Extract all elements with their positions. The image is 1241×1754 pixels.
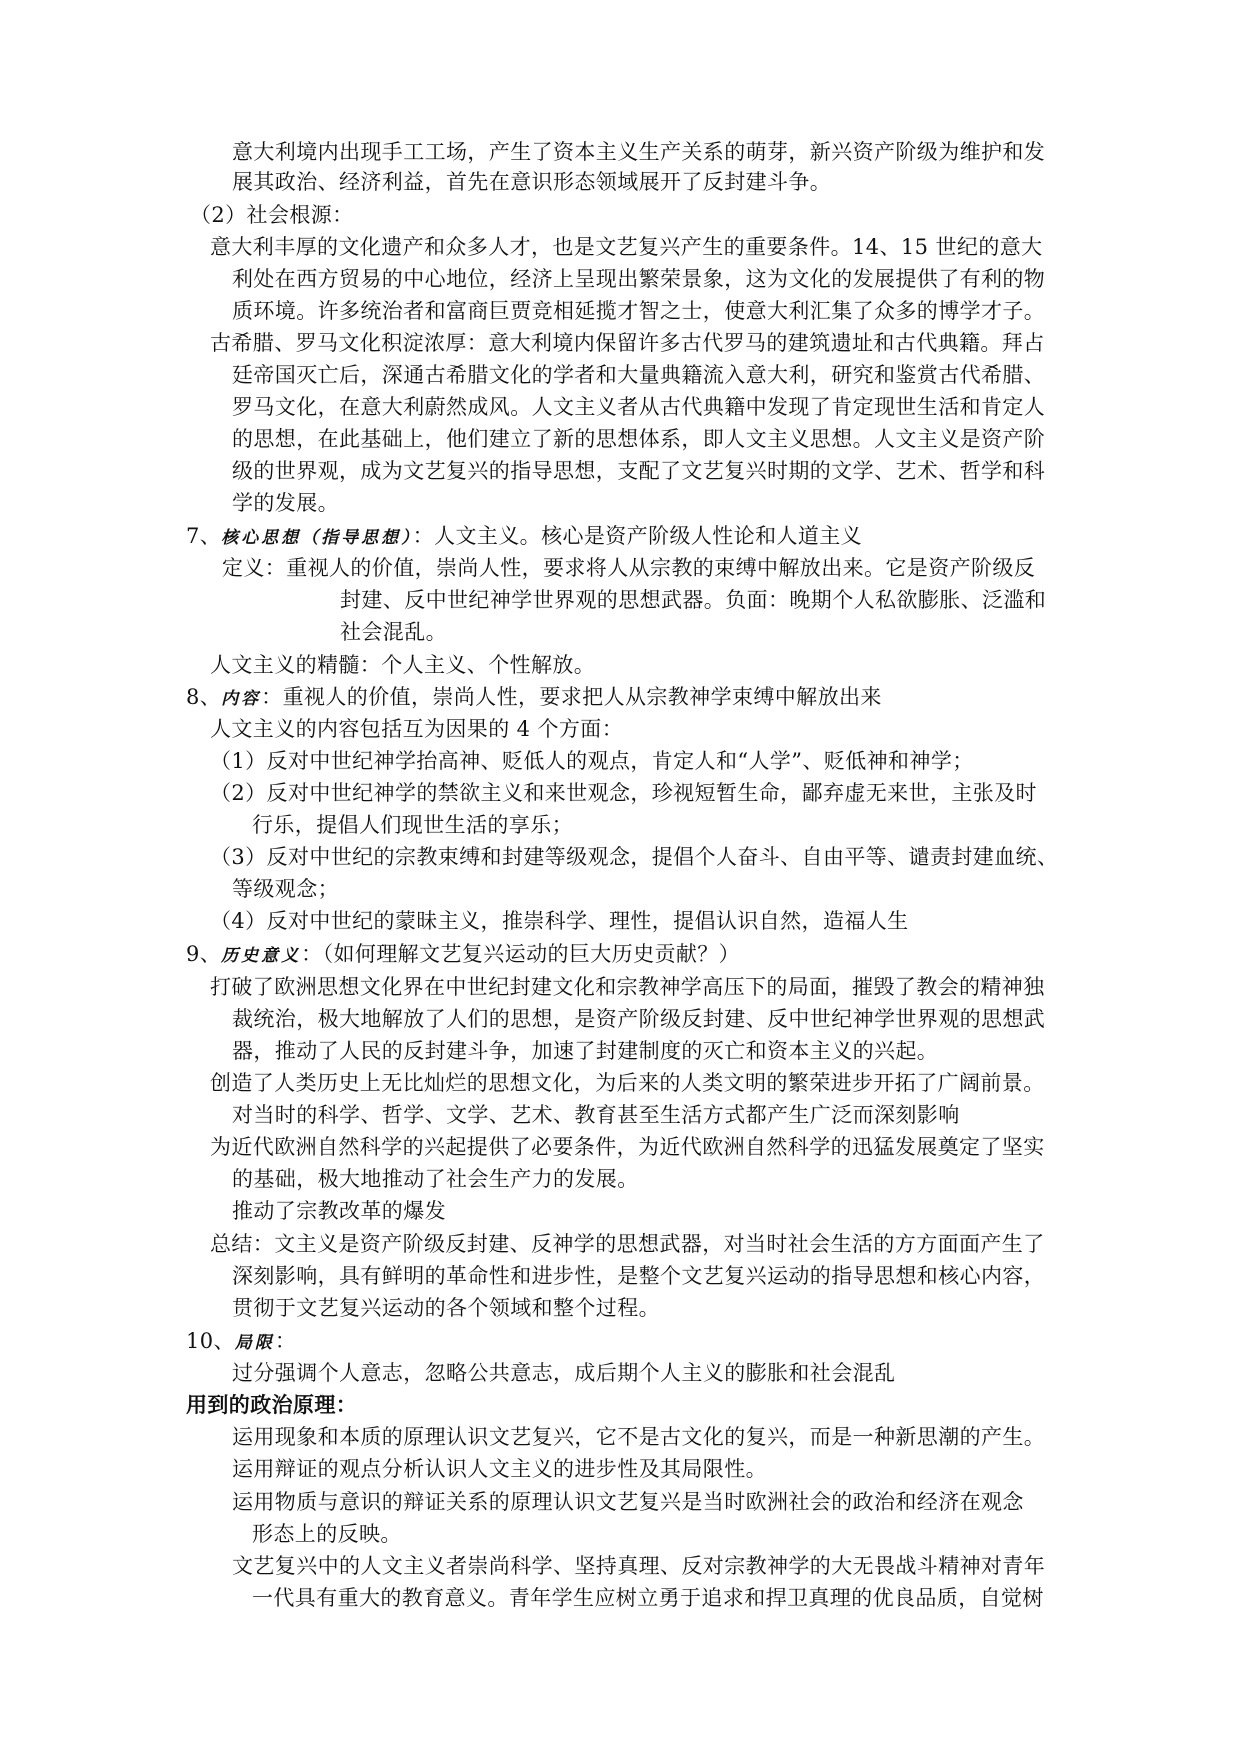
text-line: 展其政治、经济利益，首先在意识形态领域展开了反封建斗争。 bbox=[232, 170, 832, 194]
section-number: 9、 bbox=[186, 942, 222, 966]
section-text: 重视人的价值，崇尚人性，要求把人从宗教神学束缚中解放出来 bbox=[282, 685, 882, 709]
text-line: 为近代欧洲自然科学的兴起提供了必要条件，为近代欧洲自然科学的迅猛发展奠定了坚实 bbox=[210, 1135, 1045, 1159]
section-7-heading bbox=[186, 521, 862, 553]
text-line: 等级观念； bbox=[232, 877, 339, 901]
text-line: 罗马文化，在意大利蔚然成风。人文主义者从古代典籍中发现了肯定现世生活和肯定人 bbox=[232, 395, 1046, 419]
text-line: 人文主义的内容包括互为因果的 4 个方面： bbox=[210, 717, 624, 741]
text-line: 一代具有重大的教育意义。青年学生应树立勇于追求和捍卫真理的优良品质，自觉树 bbox=[252, 1586, 1044, 1610]
text-line: 的思想，在此基础上，他们建立了新的思想体系，即人文主义思想。人文主义是资产阶 bbox=[232, 427, 1046, 451]
section-8-heading bbox=[186, 682, 882, 714]
list-item: （1）反对中世纪神学抬高神、贬低人的观点，肯定人和“人学”、贬低神和神学； bbox=[210, 749, 974, 773]
subheading: （2）社会根源： bbox=[190, 203, 354, 227]
text-line: 文艺复兴中的人文主义者崇尚科学、坚持真理、反对宗教神学的大无畏战斗精神对青年 bbox=[232, 1554, 1046, 1578]
text-line: 器，推动了人民的反封建斗争，加速了封建制度的灭亡和资本主义的兴起。 bbox=[232, 1039, 939, 1063]
text-line: 运用辩证的观点分析认识人文主义的进步性及其局限性。 bbox=[232, 1457, 767, 1481]
section-label: 内容 bbox=[221, 689, 262, 709]
section-separator: ： bbox=[274, 1329, 297, 1353]
text-line: 社会混乱。 bbox=[340, 620, 447, 644]
text-line: 总结：文主义是资产阶级反封建、反神学的思想武器，对当时社会生活的方方面面产生了 bbox=[210, 1232, 1045, 1256]
text-line: 创造了人类历史上无比灿烂的思想文化，为后来的人类文明的繁荣进步开拓了广阔前景。 bbox=[210, 1071, 1045, 1095]
section-9-heading bbox=[186, 939, 740, 971]
section-text: （如何理解文艺复兴运动的巨大历史贡献？） bbox=[322, 942, 741, 966]
text-line: 廷帝国灭亡后，深通古希腊文化的学者和大量典籍流入意大利，研究和鉴赏古代希腊、 bbox=[232, 363, 1046, 387]
list-item: （4）反对中世纪的蒙昧主义，推崇科学、理性，提倡认识自然，造福人生 bbox=[210, 909, 909, 933]
list-item: （2）反对中世纪神学的禁欲主义和来世观念，珍视短暂生命，鄙弃虚无来世，主张及时 bbox=[210, 781, 1037, 805]
section-separator: ： bbox=[301, 942, 323, 966]
text-line: 深刻影响，具有鲜明的革命性和进步性，是整个文艺复兴运动的指导思想和核心内容， bbox=[232, 1264, 1046, 1288]
text-line: 裁统治，极大地解放了人们的思想，是资产阶级反封建、反中世纪神学世界观的思想武 bbox=[232, 1007, 1046, 1031]
text-line: 古希腊、罗马文化积淀浓厚：意大利境内保留许多古代罗马的建筑遗址和古代典籍。拜占 bbox=[210, 331, 1045, 355]
politics-heading: 用到的政治原理： bbox=[186, 1393, 358, 1417]
text-line: 质环境。许多统治者和富商巨贾竞相延揽才智之士，使意大利汇集了众多的博学才子。 bbox=[232, 299, 1046, 323]
section-separator: ： bbox=[412, 524, 435, 548]
section-label: 核心思想（指导思想） bbox=[221, 528, 413, 548]
text-line: 意大利丰厚的文化遗产和众多人才，也是文艺复兴产生的重要条件。14、15 世纪的意大 bbox=[210, 235, 1043, 259]
text-line: 利处在西方贸易的中心地位，经济上呈现出繁荣景象，这为文化的发展提供了有利的物 bbox=[232, 267, 1046, 291]
text-line: 人文主义的精髓：个人主义、个性解放。 bbox=[210, 653, 596, 677]
text-line: 贯彻于文艺复兴运动的各个领域和整个过程。 bbox=[232, 1296, 660, 1320]
text-line: 运用现象和本质的原理认识文艺复兴，它不是古文化的复兴，而是一种新思潮的产生。 bbox=[232, 1425, 1046, 1449]
text-line: 对当时的科学、哲学、文学、艺术、教育甚至生活方式都产生广泛而深刻影响 bbox=[232, 1103, 960, 1127]
section-label: 历史意义 bbox=[221, 946, 302, 966]
text-line: 推动了宗教改革的爆发 bbox=[232, 1199, 446, 1223]
list-item: （3）反对中世纪的宗教束缚和封建等级观念，提倡个人奋斗、自由平等、谴责封建血统、 bbox=[210, 845, 1059, 869]
section-number: 7、 bbox=[186, 524, 222, 548]
section-separator: ： bbox=[261, 685, 283, 709]
section-text: 人文主义。核心是资产阶级人性论和人道主义 bbox=[434, 524, 863, 548]
text-line: 过分强调个人意志，忽略公共意志，成后期个人主义的膨胀和社会混乱 bbox=[232, 1361, 896, 1385]
text-line: 定义：重视人的价值，崇尚人性，要求将人从宗教的束缚中解放出来。它是资产阶级反 bbox=[222, 556, 1036, 580]
text-line: 形态上的反映。 bbox=[252, 1522, 402, 1546]
section-10-heading bbox=[186, 1326, 296, 1358]
text-line: 封建、反中世纪神学世界观的思想武器。负面：晚期个人私欲膨胀、泛滥和 bbox=[340, 588, 1047, 612]
section-number: 8、 bbox=[186, 685, 222, 709]
text-line: 学的发展。 bbox=[232, 491, 339, 515]
section-label: 局限 bbox=[234, 1333, 275, 1353]
text-line: 运用物质与意识的辩证关系的原理认识文艺复兴是当时欧洲社会的政治和经济在观念 bbox=[232, 1490, 1024, 1514]
section-number: 10、 bbox=[186, 1329, 235, 1353]
text-line: 的基础，极大地推动了社会生产力的发展。 bbox=[232, 1167, 639, 1191]
text-line: 行乐，提倡人们现世生活的享乐； bbox=[252, 813, 573, 837]
text-line: 级的世界观，成为文艺复兴的指导思想，支配了文艺复兴时期的文学、艺术、哲学和科 bbox=[232, 459, 1046, 483]
text-line: 意大利境内出现手工工场，产生了资本主义生产关系的萌芽，新兴资产阶级为维护和发 bbox=[232, 140, 1046, 164]
text-line: 打破了欧洲思想文化界在中世纪封建文化和宗教神学高压下的局面，摧毁了教会的精神独 bbox=[210, 975, 1045, 999]
